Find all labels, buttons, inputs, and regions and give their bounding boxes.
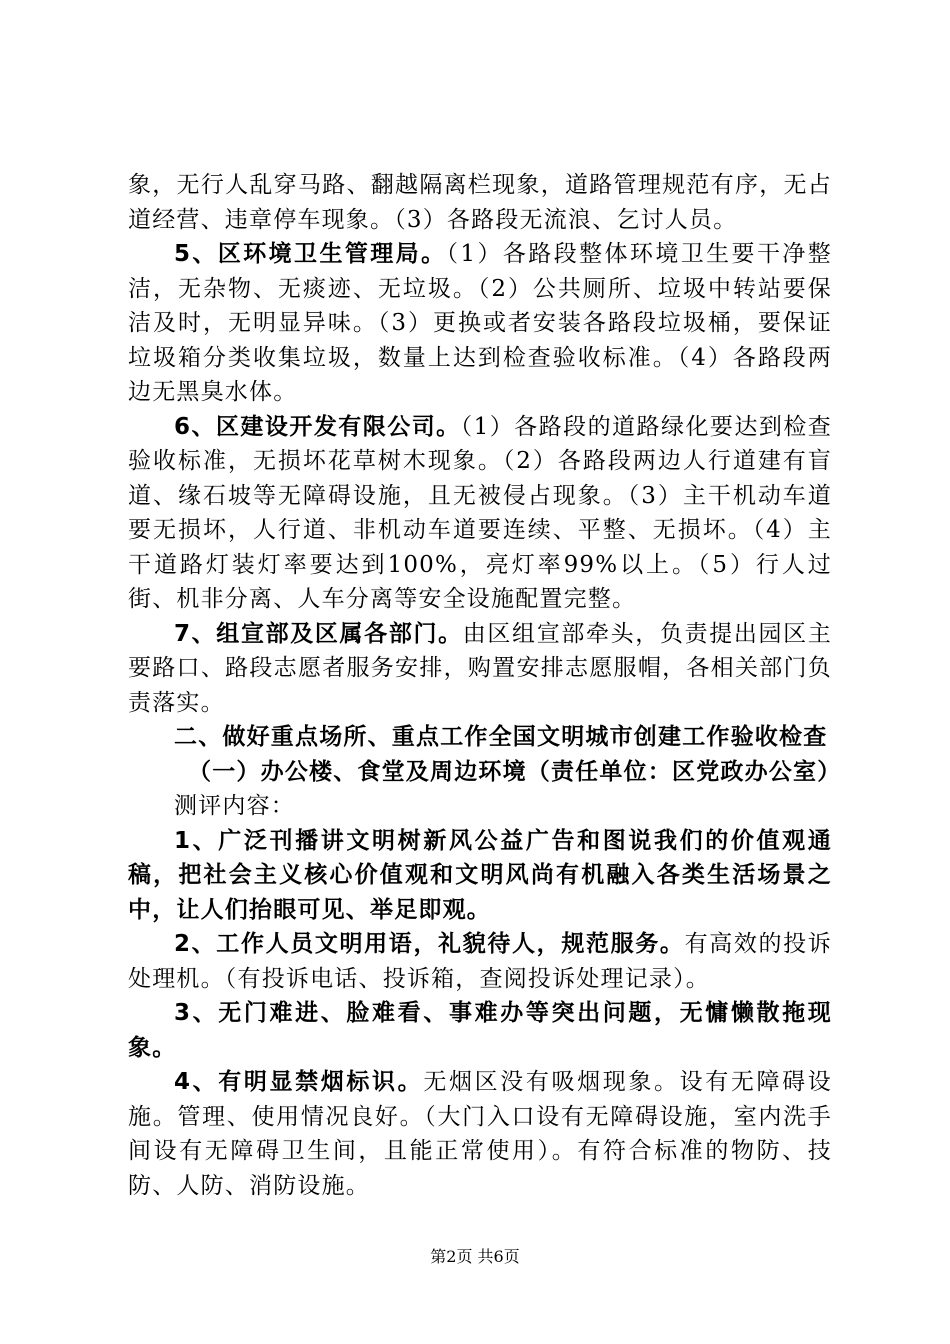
item-6-body: （1）各路段的道路绿化要达到检查验收标准，无损坏花草树木现象。（2）各路段两边人行道建有盲道、缘石坡等无障碍设施，且无被侵占现象。（3）主干机动车道要无损坏，人行道、非机动车道要连续、平整、无损坏。（4）主干道路灯装灯率要达到100%，亮灯率99%以上。（5）行人过街、机非分离、人车分离等安全设施配置完整。 (128, 413, 833, 612)
page-footer: 第2页 共6页 (430, 1247, 520, 1266)
eval-item-2-body: 有高效的投诉处理机。（有投诉电话、投诉箱，查阅投诉处理记录）。 (128, 931, 832, 992)
item-5-heading: 5、区环境卫生管理局。 (174, 241, 447, 267)
eval-item-4 (128, 1065, 832, 1203)
eval-item-1: 1、广泛刊播讲文明树新风公益广告和图说我们的价值观通稿，把社会主义核心价值观和文明风尚有机融入各类生活场景之中，让人们抬眼可见、举足即观。 (128, 827, 832, 923)
evaluation-label: 测评内容： (174, 793, 295, 819)
item-6 (128, 410, 832, 617)
eval-item-4-body: 无烟区没有吸烟现象。设有无障碍设施。管理、使用情况良好。（大门入口设有无障碍设施，室内洗手间设有无障碍卫生间，且能正常使用）。有符合标准的物防、技防、人防、消防设施。 (128, 1069, 832, 1199)
paragraph-continued: 象，无行人乱穿马路、翻越隔离栏现象，道路管理规范有序，无占道经营、违章停车现象。（3）各路段无流浪、乞讨人员。 (128, 172, 832, 233)
eval-item-2 (128, 927, 832, 996)
subsection-1-heading: （一）办公楼、食堂及周边环境（责任单位：区党政办公室） (188, 758, 842, 785)
item-7 (128, 617, 832, 721)
item-7-heading: 7、组宣部及区属各部门。 (174, 620, 463, 647)
item-5 (128, 237, 832, 410)
item-7-body: 由区组宣部牵头，负责提出园区主要路口、路段志愿者服务安排，购置安排志愿服帽，各相关部门负责落实。 (128, 620, 833, 716)
item-6-heading: 6、区建设开发有限公司。 (174, 413, 461, 440)
eval-item-2-heading: 2、工作人员文明用语，礼貌待人，规范服务。 (174, 931, 685, 957)
eval-item-4-heading: 4、有明显禁烟标识。 (174, 1069, 424, 1095)
eval-item-3: 3、无门难进、脸难看、事难办等突出问题，无慵懒散拖现象。 (128, 1000, 832, 1061)
document-body (128, 168, 842, 1203)
section-2-heading: 二、做好重点场所、重点工作全国文明城市创建工作验收检查 (174, 724, 828, 750)
item-5-body: （1）各路段整体环境卫生要干净整洁，无杂物、无痰迹、无垃圾。（2）公共厕所、垃圾中转站要保洁及时，无明显异味。（3）更换或者安装各路段垃圾桶，要保证垃圾箱分类收集垃圾，数量上达到检查验收标准。（4）各路段两边无黑臭水体。 (128, 241, 832, 405)
